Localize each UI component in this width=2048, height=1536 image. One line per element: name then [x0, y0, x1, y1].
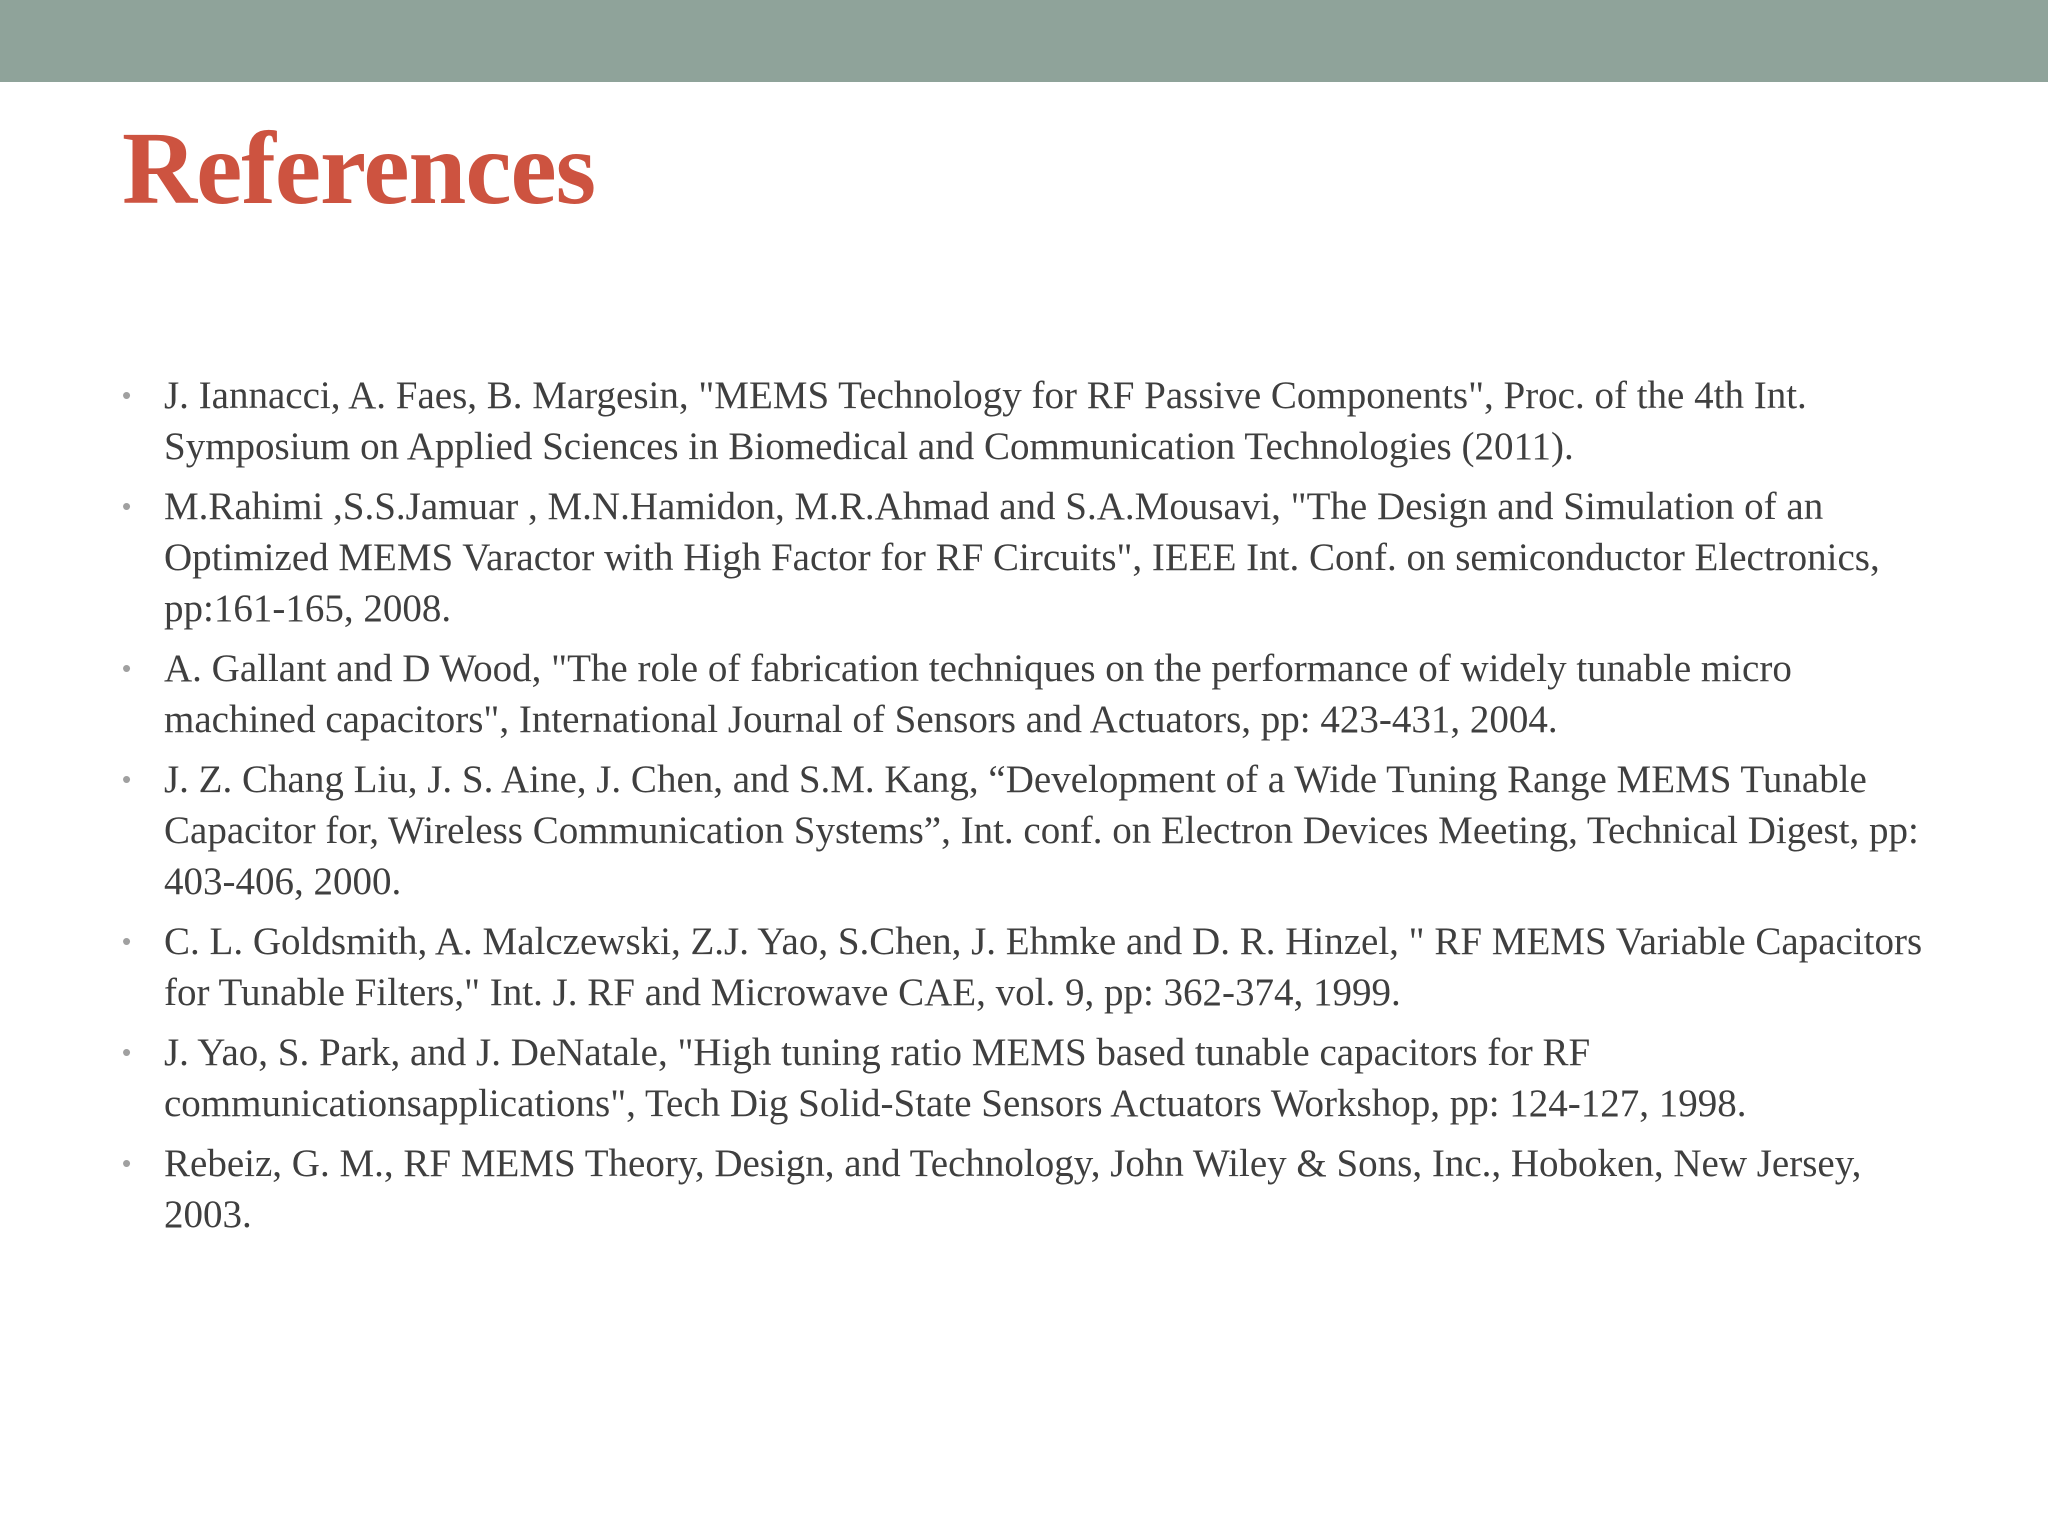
- reference-item: [122, 1027, 1932, 1129]
- reference-item: [122, 754, 1932, 907]
- bullet-icon: •: [122, 1037, 132, 1067]
- reference-item: [122, 370, 1932, 472]
- bullet-icon: •: [122, 764, 132, 794]
- reference-item: [122, 481, 1932, 634]
- reference-text: J. Z. Chang Liu, J. S. Aine, J. Chen, and S.M. Kang, “Development of a Wide Tuning Range MEMS Tunable Capacitor for, Wireless Communication Systems”, Int. conf. on Electron Devices Meeting, Technical Digest, pp: 403-406, 2000.: [164, 758, 1919, 903]
- slide-title: References: [122, 111, 596, 226]
- reference-text: M.Rahimi ,S.S.Jamuar , M.N.Hamidon, M.R.Ahmad and S.A.Mousavi, "The Design and Simulation of an Optimized MEMS Varactor with High Factor for RF Circuits", IEEE Int. Conf. on semiconductor Electronics, pp:161-165, 2008.: [164, 485, 1880, 630]
- reference-list: [122, 370, 1932, 1249]
- top-accent-bar: [0, 0, 2048, 82]
- bullet-icon: •: [122, 491, 132, 521]
- bullet-icon: •: [122, 926, 132, 956]
- reference-text: J. Iannacci, A. Faes, B. Margesin, "MEMS Technology for RF Passive Components", Proc. of the 4th Int. Symposium on Applied Sciences in Biomedical and Communication Technologies (2011).: [164, 374, 1807, 468]
- bullet-icon: •: [122, 1148, 132, 1178]
- reference-text: Rebeiz, G. M., RF MEMS Theory, Design, and Technology, John Wiley & Sons, Inc., Hoboken, New Jersey, 2003.: [164, 1142, 1862, 1236]
- bullet-icon: •: [122, 380, 132, 410]
- bullet-icon: •: [122, 653, 132, 683]
- reference-text: A. Gallant and D Wood, "The role of fabrication techniques on the performance of widely tunable micro machined capacitors", International Journal of Sensors and Actuators, pp: 423-431, 2004.: [164, 647, 1792, 741]
- reference-item: [122, 643, 1932, 745]
- reference-text: J. Yao, S. Park, and J. DeNatale, "High tuning ratio MEMS based tunable capacitors for RF communicationsapplications", Tech Dig Solid-State Sensors Actuators Workshop, pp: 124-127, 1998.: [164, 1031, 1747, 1125]
- reference-text: C. L. Goldsmith, A. Malczewski, Z.J. Yao, S.Chen, J. Ehmke and D. R. Hinzel, " RF MEMS Variable Capacitors for Tunable Filters," Int. J. RF and Microwave CAE, vol. 9, pp: 362-374, 1999.: [164, 920, 1923, 1014]
- reference-item: [122, 1138, 1932, 1240]
- reference-item: [122, 916, 1932, 1018]
